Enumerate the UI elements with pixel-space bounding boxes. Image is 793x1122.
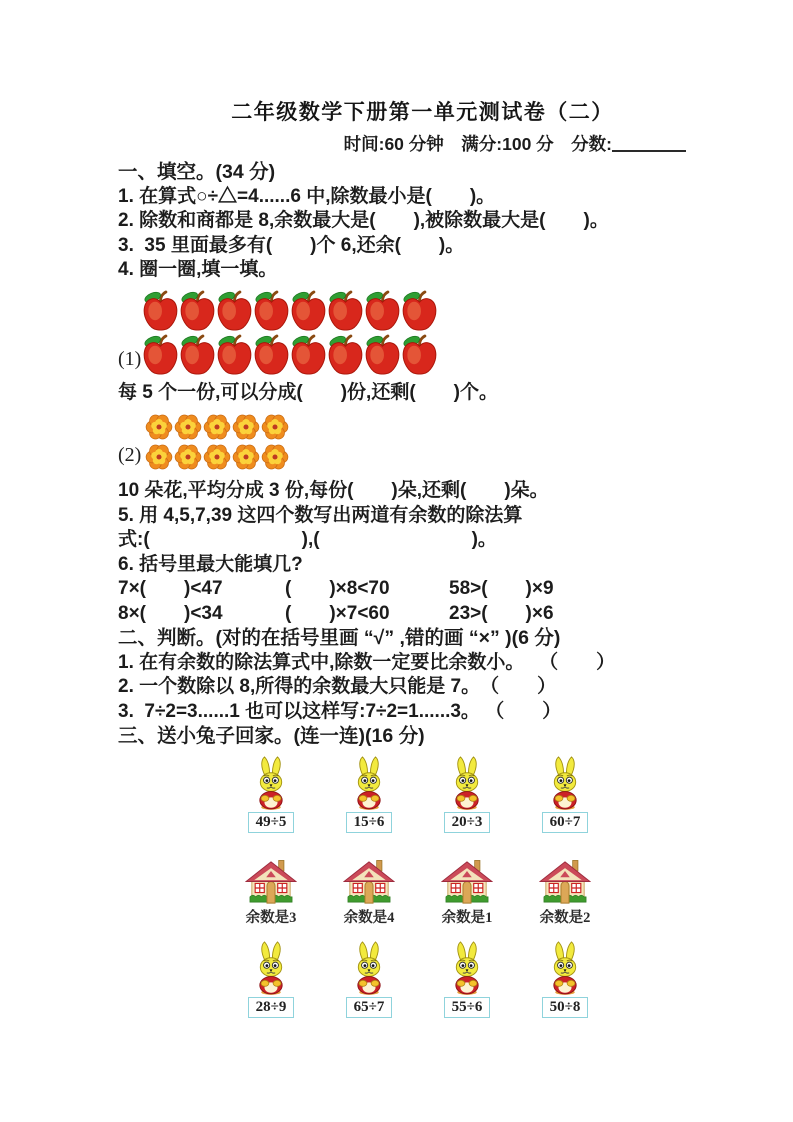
rabbit-icon — [445, 756, 489, 810]
division-label: 55÷6 — [444, 997, 490, 1018]
rabbit-icon — [347, 941, 391, 995]
part-1-text: 每 5 个一份,可以分成( )份,还剩( )个。 — [118, 381, 498, 403]
match-item-rabbit — [444, 756, 490, 833]
division-label: 60÷7 — [542, 812, 588, 833]
part-1-label: (1) — [118, 347, 142, 370]
rabbit-icon — [445, 941, 489, 995]
match-item-rabbit — [542, 941, 588, 1018]
q4-line: 4. 圈一圈,填一填。 — [118, 259, 278, 280]
equation-cell: 23>( )×6 — [449, 602, 554, 624]
rabbit-icon — [543, 941, 587, 995]
meta-line — [0, 131, 793, 156]
match-item-house — [245, 859, 297, 927]
apple-icon — [142, 333, 179, 375]
apple-icon — [364, 333, 401, 375]
flower-icon — [174, 443, 202, 471]
flower-grid — [118, 413, 733, 471]
rabbit-icon — [543, 756, 587, 810]
flower-icon — [145, 443, 173, 471]
remainder-label: 余数是4 — [343, 909, 395, 926]
house-icon — [245, 859, 297, 905]
flower-row-1 — [145, 413, 733, 441]
part-2-text: 10 朵花,平均分成 3 份,每份( )朵,还剩( )朵。 — [118, 480, 549, 501]
house-icon — [539, 859, 591, 905]
section-3-heading: 三、送小兔子回家。(连一连)(16 分) — [118, 725, 425, 747]
page-title: 二年级数学下册第一单元测试卷（二） — [231, 99, 614, 124]
apple-icon — [327, 333, 364, 375]
apple-icon — [401, 333, 438, 375]
apple-icon — [290, 333, 327, 375]
division-label: 28÷9 — [248, 997, 294, 1018]
rabbits-top-row — [222, 756, 614, 833]
equation-cell: ( )×7<60 — [285, 602, 390, 624]
part-2-label: (2) — [118, 444, 142, 466]
flower-icon — [261, 443, 289, 471]
house-icon — [441, 859, 493, 905]
rabbits-bottom-row — [222, 941, 614, 1018]
division-label: 49÷5 — [248, 812, 294, 833]
remainder-label: 余数是1 — [441, 909, 493, 926]
match-item-rabbit — [346, 941, 392, 1018]
score-blank — [612, 134, 686, 152]
rabbit-icon — [249, 756, 293, 810]
q3-line: 3. 35 里面最多有( )个 6,还余( )。 — [118, 234, 465, 256]
apple-icon — [253, 289, 290, 331]
remainder-label: 余数是3 — [245, 909, 297, 926]
flower-icon — [261, 413, 289, 441]
match-item-rabbit — [346, 756, 392, 833]
apple-icon — [179, 289, 216, 331]
apple-icon — [216, 333, 253, 375]
houses-row — [222, 859, 614, 927]
match-item-rabbit — [542, 756, 588, 833]
apple-icon — [364, 289, 401, 331]
q6-equation-row-1 — [118, 577, 733, 602]
section-1-heading: 一、填空。(34 分) — [118, 161, 276, 183]
match-item-house — [539, 859, 591, 927]
remainder-label: 余数是2 — [539, 909, 591, 926]
equation-cell: 7×( )<47 — [118, 578, 223, 599]
division-label: 50÷8 — [542, 997, 588, 1018]
flower-icon — [174, 413, 202, 441]
rabbit-icon — [347, 756, 391, 810]
judgment-item-2: 2. 一个数除以 8,所得的余数最大只能是 7。 （ ） — [118, 676, 557, 697]
rabbit-icon — [249, 941, 293, 995]
flower-icon — [145, 413, 173, 441]
apple-icon — [179, 333, 216, 375]
apple-row-2 — [142, 333, 733, 375]
division-label: 65÷7 — [346, 997, 392, 1018]
q5-line-1: 5. 用 4,5,7,39 这四个数写出两道有余数的除法算 — [118, 504, 523, 526]
apple-icon — [401, 289, 438, 331]
match-item-house — [343, 859, 395, 927]
apple-icon — [142, 289, 179, 331]
flower-icon — [232, 443, 260, 471]
paper-body — [118, 160, 733, 749]
q1-line: 1. 在算式○÷△=4......6 中,除数最小是( )。 — [118, 185, 496, 207]
judgment-item-3: 3. 7÷2=3......1 也可以这样写:7÷2=1......3。 （ ） — [118, 700, 562, 722]
q2-line: 2. 除数和商都是 8,余数最大是( ),被除数最大是( )。 — [118, 210, 609, 231]
matching-area — [222, 756, 614, 1018]
flower-icon — [232, 413, 260, 441]
match-item-house — [441, 859, 493, 927]
equation-cell: 58>( )×9 — [449, 578, 554, 599]
flower-row-2 — [145, 443, 733, 471]
q6-line: 6. 括号里最大能填几? — [118, 553, 303, 575]
apple-icon — [216, 289, 253, 331]
equation-cell: ( )×8<70 — [285, 578, 390, 599]
match-item-rabbit — [248, 941, 294, 1018]
division-label: 20÷3 — [444, 812, 490, 833]
apple-icon — [327, 289, 364, 331]
judgment-item-1: 1. 在有余数的除法算式中,除数一定要比余数小。 （ ） — [118, 651, 616, 673]
division-label: 15÷6 — [346, 812, 392, 833]
section-2-heading: 二、判断。(对的在括号里画 “√” ,错的画 “×” )(6 分) — [118, 627, 561, 649]
apple-grid — [118, 289, 733, 375]
house-icon — [343, 859, 395, 905]
apple-icon — [290, 289, 327, 331]
match-item-rabbit — [248, 756, 294, 833]
match-item-rabbit — [444, 941, 490, 1018]
equation-cell: 8×( )<34 — [118, 602, 223, 624]
apple-row-1 — [142, 289, 733, 331]
q6-equation-row-2 — [118, 602, 733, 627]
flower-icon — [203, 443, 231, 471]
q5-line-2: 式:( ),( )。 — [118, 529, 497, 550]
meta-text: 时间:60 分钟 满分:100 分 分数: — [343, 134, 612, 154]
apple-icon — [253, 333, 290, 375]
flower-icon — [203, 413, 231, 441]
